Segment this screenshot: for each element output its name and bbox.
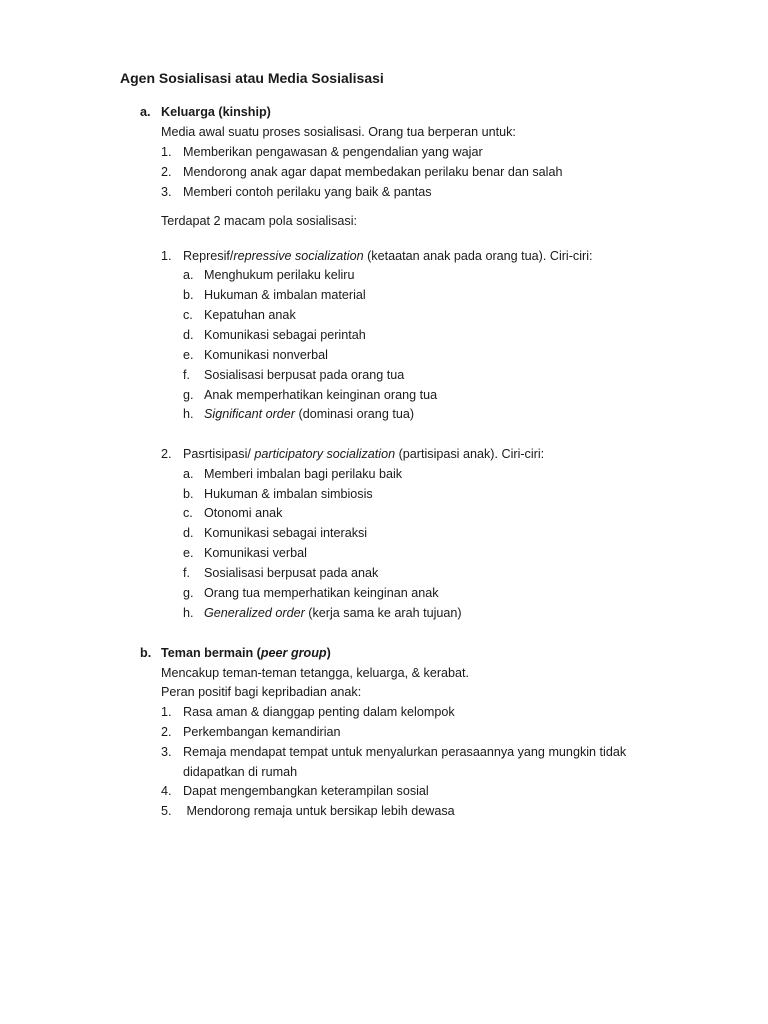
list-letter: a. (183, 268, 194, 282)
list-letter: f. (183, 368, 190, 382)
peer-item: Mendorong remaja untuk bersikap lebih dewasa (183, 804, 455, 818)
pattern-1-heading (183, 248, 593, 264)
pattern-1-rest: (ketaatan anak pada orang tua). Ciri-ciri: (363, 249, 593, 263)
pattern-2-term: participatory socialization (254, 447, 396, 461)
list-letter: e. (183, 546, 194, 560)
section-b-line2: Peran positif bagi kepribadian anak: (161, 685, 362, 699)
peer-num: 1. (161, 705, 172, 719)
list-item: Komunikasi sebagai interaksi (204, 526, 368, 540)
peer-item: Dapat mengembangkan keterampilan sosial (183, 784, 429, 798)
role-num: 2. (161, 165, 172, 179)
section-a-heading: Keluarga (kinship) (161, 105, 271, 119)
peer-item: Rasa aman & dianggap penting dalam kelompok (183, 705, 455, 719)
pattern-1-term: repressive socialization (233, 249, 364, 263)
section-b-heading (161, 645, 331, 661)
list-letter: f. (183, 566, 190, 580)
peer-item-continued: didapatkan di rumah (183, 765, 298, 779)
list-letter: c. (183, 308, 193, 322)
list-letter: d. (183, 328, 194, 342)
list-letter: g. (183, 388, 194, 402)
list-item: Anak memperhatikan keinginan orang tua (204, 388, 438, 402)
section-b-line1: Mencakup teman-teman tetangga, keluarga, & kerabat. (161, 666, 470, 680)
list-item: Komunikasi sebagai perintah (204, 328, 366, 342)
peer-item: Perkembangan kemandirian (183, 725, 341, 739)
list-item: Komunikasi nonverbal (204, 348, 328, 362)
section-a-marker: a. (140, 105, 151, 119)
role-text: Memberi contoh perilaku yang baik & pantas (183, 185, 432, 199)
document-title: Agen Sosialisasi atau Media Sosialisasi (120, 70, 384, 86)
list-letter: h. (183, 606, 194, 620)
list-item: Hukuman & imbalan simbiosis (204, 487, 373, 501)
pattern-2-lead: Pasrtisipasi/ (183, 447, 255, 461)
list-letter: g. (183, 586, 194, 600)
list-letter: c. (183, 506, 193, 520)
list-item: Sosialisasi berpusat pada orang tua (204, 368, 405, 382)
list-item: Orang tua memperhatikan keinginan anak (204, 586, 439, 600)
section-b-heading-lead: Teman bermain ( (161, 646, 261, 660)
peer-num: 3. (161, 745, 172, 759)
list-letter: a. (183, 467, 194, 481)
list-item-rest: (dominasi orang tua) (295, 407, 415, 421)
list-item: Sosialisasi berpusat pada anak (204, 566, 379, 580)
list-item (204, 406, 414, 422)
list-item: Menghukum perilaku keliru (204, 268, 355, 282)
pattern-2-heading (183, 446, 544, 462)
list-letter: d. (183, 526, 194, 540)
pattern-1-num: 1. (161, 249, 172, 263)
role-text: Mendorong anak agar dapat membedakan perilaku benar dan salah (183, 165, 563, 179)
list-item-term: Generalized order (204, 606, 305, 620)
section-b-heading-tail: ) (326, 646, 331, 660)
list-item: Komunikasi verbal (204, 546, 307, 560)
section-b-heading-term: peer group (260, 646, 327, 660)
section-a-intro: Media awal suatu proses sosialisasi. Orang tua berperan untuk: (161, 125, 516, 139)
peer-num: 5. (161, 804, 172, 818)
role-num: 1. (161, 145, 172, 159)
list-letter: e. (183, 348, 194, 362)
peer-item: Remaja mendapat tempat untuk menyalurkan perasaannya yang mungkin tidak (183, 745, 627, 759)
list-item-rest: (kerja sama ke arah tujuan) (304, 606, 462, 620)
role-num: 3. (161, 185, 172, 199)
list-item (204, 605, 462, 621)
list-letter: b. (183, 487, 194, 501)
pattern-2-num: 2. (161, 447, 172, 461)
role-text: Memberikan pengawasan & pengendalian yang wajar (183, 145, 483, 159)
peer-num: 4. (161, 784, 172, 798)
list-item: Kepatuhan anak (204, 308, 296, 322)
peer-num: 2. (161, 725, 172, 739)
section-b-marker: b. (140, 646, 152, 660)
list-item: Memberi imbalan bagi perilaku baik (204, 467, 403, 481)
list-letter: b. (183, 288, 194, 302)
pattern-2-rest: (partisipasi anak). Ciri-ciri: (395, 447, 545, 461)
list-letter: h. (183, 407, 194, 421)
list-item-term: Significant order (204, 407, 296, 421)
pattern-1-lead: Represif/ (183, 249, 234, 263)
list-item: Otonomi anak (204, 506, 283, 520)
list-item: Hukuman & imbalan material (204, 288, 366, 302)
patterns-intro: Terdapat 2 macam pola sosialisasi: (161, 214, 357, 228)
